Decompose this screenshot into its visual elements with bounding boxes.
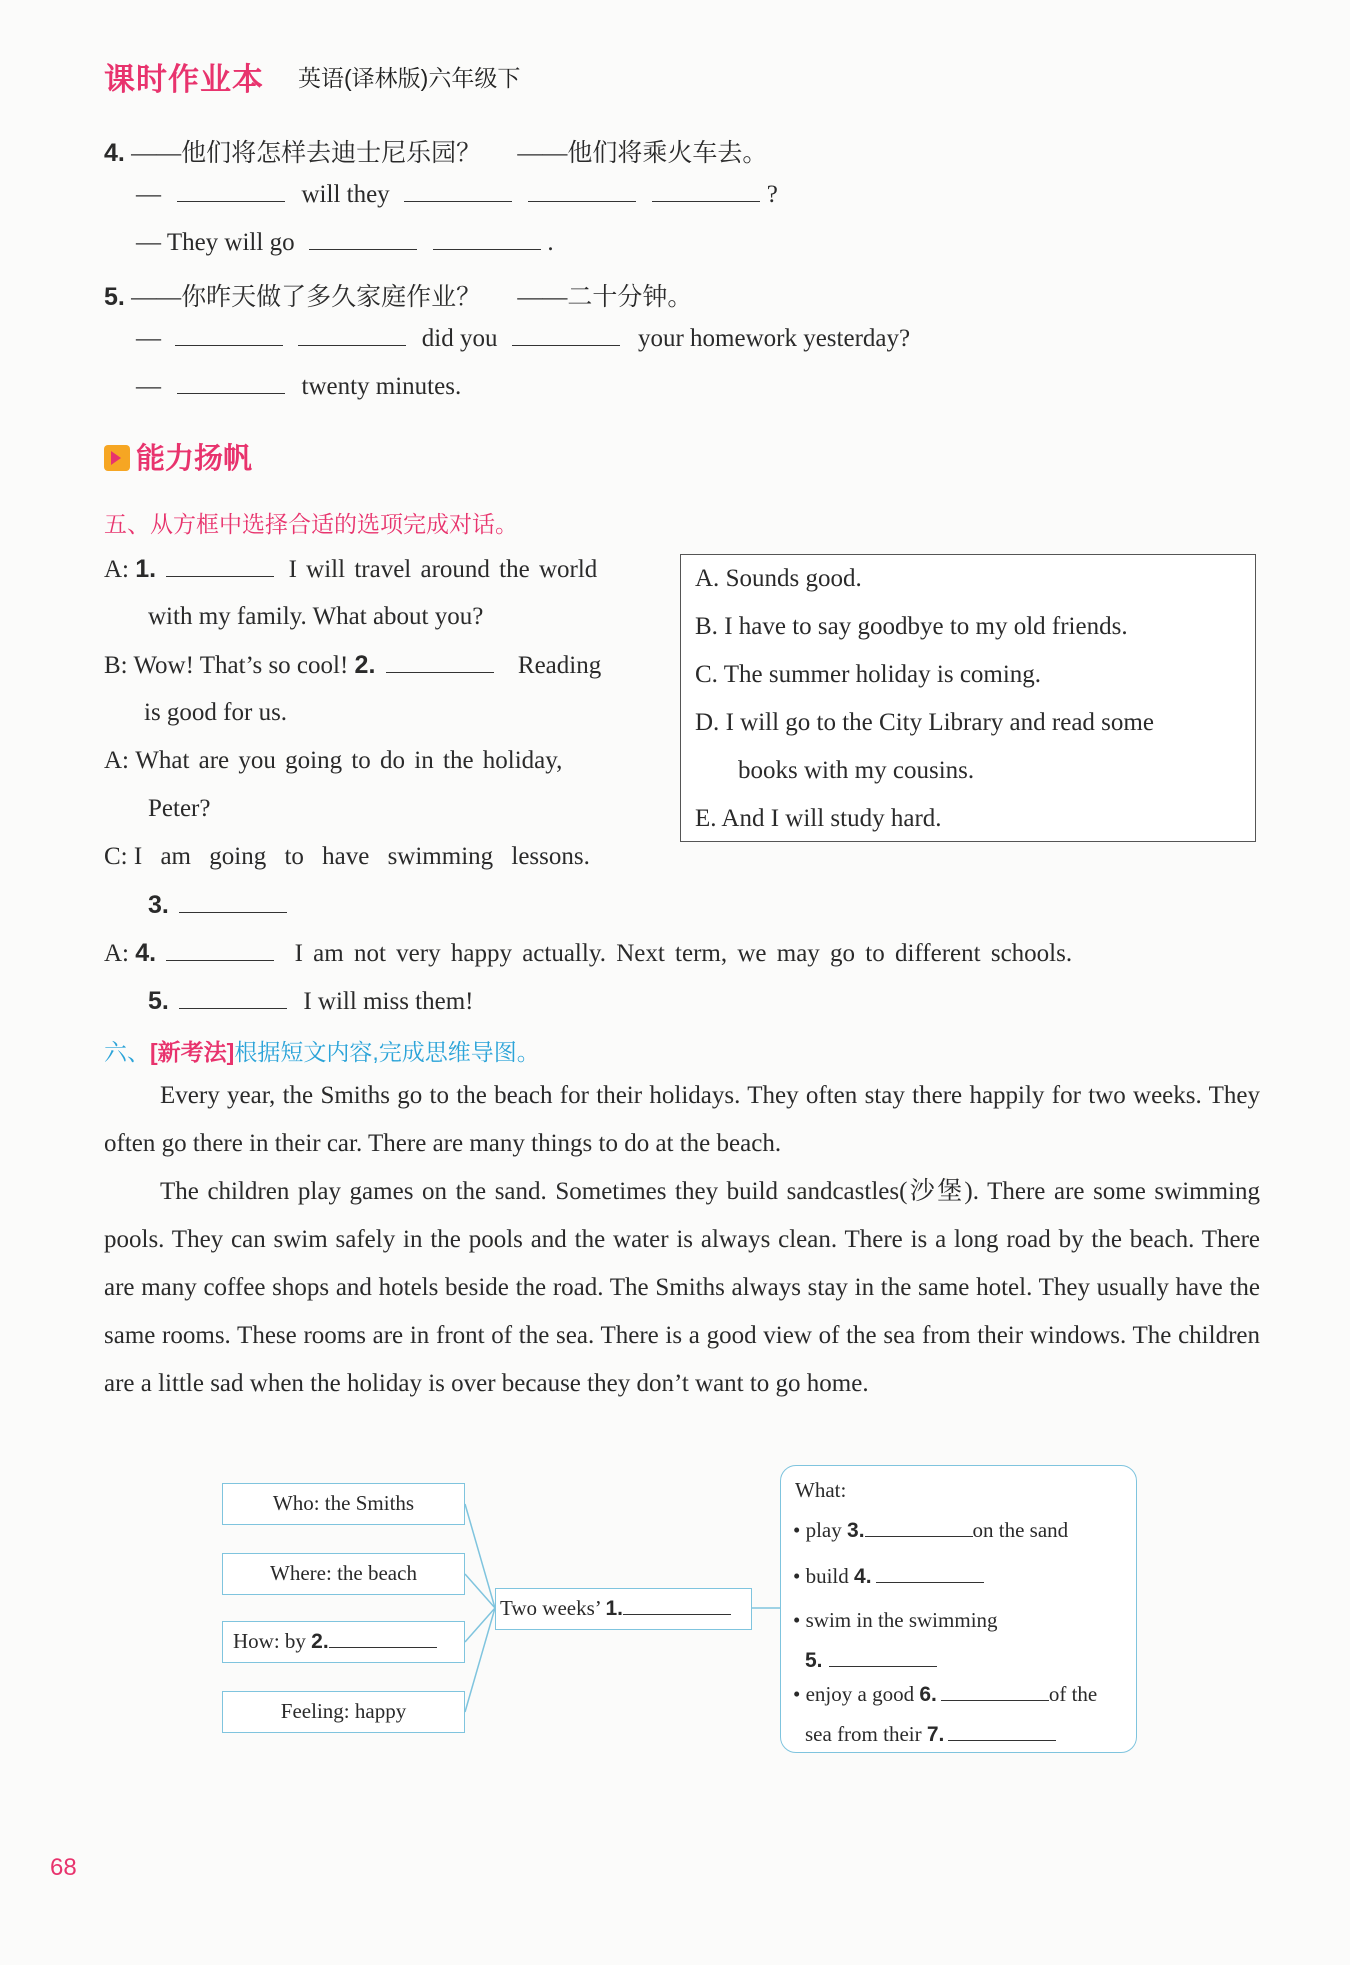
dash: —	[136, 229, 161, 256]
mindmap-blank-7[interactable]	[948, 1724, 1056, 1741]
speaker-label: A:	[104, 940, 129, 967]
dialog-text: What are you going to do in the holiday,	[135, 747, 563, 774]
mindmap-where-box: Where: the beach	[222, 1553, 465, 1595]
mindmap-feeling-box: Feeling: happy	[222, 1691, 465, 1733]
mindmap-how-box: How: by 2.	[222, 1621, 465, 1663]
what-item-1: • play 3. on the sand	[793, 1518, 1069, 1542]
q5-l1-mid: did you	[421, 325, 498, 352]
q4-l2-text: They will go	[166, 229, 295, 256]
header-brand: 课时作业本	[104, 62, 264, 97]
blank-number: 4.	[135, 939, 157, 967]
mindmap-who-box: Who: the Smiths	[222, 1483, 465, 1525]
mindmap-blank-4[interactable]	[876, 1566, 984, 1583]
dash: —	[136, 181, 161, 208]
dialog-text: I am not very happy actually. Next term, we may go to different schools.	[294, 940, 1073, 967]
dialog-text: Reading	[517, 652, 602, 679]
mindmap-blank-5[interactable]	[829, 1650, 937, 1667]
speaker-label: B:	[104, 652, 128, 679]
option-a: A. Sounds good.	[695, 565, 862, 592]
blank-number: 2.	[354, 651, 376, 679]
blank-number: 5.	[148, 987, 169, 1015]
dialog-line: is good for us.	[144, 699, 288, 726]
q4-answer-cn: ——他们将乘火车去。	[517, 140, 768, 167]
speaker-label: A:	[104, 747, 129, 774]
mindmap-blank-6[interactable]	[941, 1684, 1049, 1701]
dialog-line: with my family. What about you?	[148, 603, 484, 630]
what-item-2: • build 4.	[793, 1564, 984, 1589]
dash: —	[136, 325, 161, 352]
what-item-4: • enjoy a good 6. of the	[793, 1682, 1098, 1706]
header-subtitle: 英语(译林版)六年级下	[298, 65, 521, 91]
dialog-text: Wow! That’s so cool!	[133, 652, 349, 679]
what-item-3-continued: 5.	[805, 1648, 937, 1673]
mindmap-what-box	[780, 1465, 1137, 1753]
q5-l2-end: twenty minutes.	[301, 373, 462, 400]
new-test-tag: [新考法]	[150, 1039, 235, 1065]
dialog-text: I will miss them!	[303, 988, 474, 1015]
speaker-label: A:	[104, 556, 129, 583]
section-6-title: 六、[新考法]根据短文内容,完成思维导图。	[104, 1039, 540, 1065]
dialog-text: I will travel around the world	[288, 556, 598, 583]
dash: —	[136, 373, 161, 400]
option-b: B. I have to say goodbye to my old friends.	[695, 613, 1128, 640]
mindmap-blank-2[interactable]	[329, 1631, 437, 1648]
dialog-line: Peter?	[148, 795, 211, 822]
what-title: What:	[795, 1478, 847, 1502]
q5-answer-cn: ——二十分钟。	[517, 284, 693, 311]
period: .	[547, 229, 554, 256]
passage-paragraph-2: The children play games on the sand. Sometimes they build sandcastles(沙堡). There are some swimming pools. They can swim safely in the pools and the water is always clean. There is a long road by the beach. There are many coffee shops and hotels beside the road. The Smiths always stay in the same hotel. They usually have the same rooms. These rooms are in front of the sea. There is a good view of the sea from their windows. The children are a little sad when the holiday is over because they don’t want to go home.	[104, 1178, 1260, 1397]
q5-l1-end: your homework yesterday?	[637, 325, 911, 352]
ability-title: 能力扬帆	[136, 443, 253, 475]
mindmap-blank-1[interactable]	[623, 1598, 731, 1615]
page-number: 68	[50, 1854, 77, 1881]
blank-number: 1.	[135, 555, 157, 583]
mindmap-blank-3[interactable]	[865, 1520, 973, 1537]
speaker-label: C:	[104, 843, 128, 870]
option-e: E. And I will study hard.	[695, 805, 942, 832]
what-item-4-continued: sea from their 7.	[805, 1722, 1056, 1747]
option-d-continued: books with my cousins.	[738, 757, 975, 784]
dialog-text: I am going to have swimming lessons.	[133, 843, 590, 870]
q4-l1-text: will they	[301, 181, 390, 208]
q5-prompt-cn: ——你昨天做了多久家庭作业？	[131, 284, 482, 311]
blank-number: 3.	[148, 891, 169, 919]
option-c: C. The summer holiday is coming.	[695, 661, 1042, 688]
q4-number: 4.	[104, 139, 125, 167]
mindmap-center-box: Two weeks’ 1.	[495, 1588, 752, 1630]
option-d: D. I will go to the City Library and read some	[695, 709, 1154, 736]
what-item-3: • swim in the swimming	[793, 1608, 998, 1632]
section-5-title: 五、从方框中选择合适的选项完成对话。	[104, 511, 518, 537]
question-mark: ?	[766, 181, 778, 208]
passage-paragraph-1: Every year, the Smiths go to the beach for their holidays. They often stay there happily for two weeks. They often go there in their car. There are many things to do at the beach.	[104, 1082, 1260, 1157]
q5-number: 5.	[104, 283, 125, 311]
q4-prompt-cn: ——他们将怎样去迪士尼乐园？	[131, 140, 482, 167]
